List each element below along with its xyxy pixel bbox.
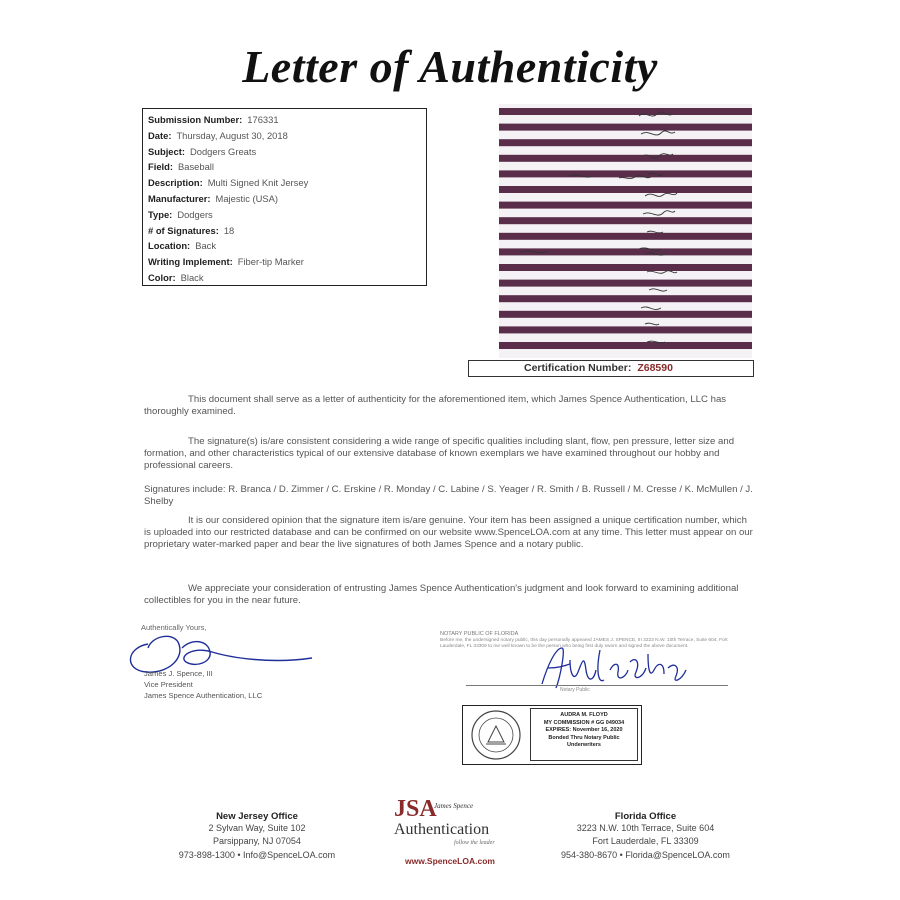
detail-label: Subject: bbox=[148, 145, 185, 157]
signer-name: James J. Spence, III bbox=[144, 669, 213, 678]
detail-label: Submission Number: bbox=[148, 114, 243, 125]
jersey-stripe bbox=[499, 217, 752, 224]
detail-value: Fiber-tip Marker bbox=[237, 256, 304, 268]
detail-row bbox=[148, 128, 422, 144]
detail-label: Description: bbox=[148, 177, 203, 189]
florida-office bbox=[553, 811, 738, 862]
closing-label: Authentically Yours, bbox=[141, 623, 207, 632]
jersey-stripes-image bbox=[499, 104, 752, 358]
detail-row bbox=[148, 191, 422, 207]
notary-seal-commission: MY COMMISSION # GG 049034 bbox=[543, 719, 625, 726]
notary-signature-label: Notary Public bbox=[560, 687, 590, 693]
notary-signature-line bbox=[466, 685, 728, 686]
nj-office-title: New Jersey Office bbox=[216, 811, 298, 822]
signer-block bbox=[144, 668, 262, 701]
jsa-website: www.SpenceLOA.com bbox=[405, 856, 495, 866]
detail-label: # of Signatures: bbox=[148, 224, 219, 236]
notary-header: NOTARY PUBLIC OF FLORIDA bbox=[440, 631, 519, 637]
nj-office-address-2: Parsippany, NJ 07054 bbox=[213, 836, 301, 847]
jsa-logo bbox=[392, 792, 512, 862]
signer-company: James Spence Authentication, LLC bbox=[144, 691, 263, 700]
detail-value: Back bbox=[195, 240, 217, 252]
jersey-stripe bbox=[499, 326, 752, 333]
certification-number-box bbox=[468, 360, 754, 377]
jersey-stripe bbox=[499, 264, 752, 271]
detail-row bbox=[148, 112, 422, 128]
jsa-logo-tagline: follow the leader bbox=[454, 840, 495, 846]
detail-value: Baseball bbox=[178, 161, 214, 173]
certification-label: Certification Number: bbox=[524, 362, 632, 374]
detail-value: Dodgers bbox=[177, 208, 213, 220]
detail-value: 176331 bbox=[247, 114, 279, 125]
jsa-logo-word: Authentication bbox=[394, 821, 490, 838]
detail-value: Thursday, August 30, 2018 bbox=[176, 129, 288, 141]
fl-office-address-2: Fort Lauderdale, FL 33309 bbox=[592, 836, 699, 847]
nj-office-contact: 973-898-1300 • Info@SpenceLOA.com bbox=[178, 849, 336, 860]
detail-label: Color: bbox=[148, 271, 176, 283]
detail-label: Field: bbox=[148, 161, 173, 173]
jersey-stripe bbox=[499, 170, 752, 177]
detail-label: Manufacturer: bbox=[148, 192, 211, 204]
paragraph-appreciation: We appreciate your consideration of entrusting James Spence Authentication's judgment and look forward to examining additional collectibles for you in the near future. bbox=[144, 583, 739, 607]
detail-row bbox=[148, 207, 422, 223]
detail-row bbox=[148, 159, 422, 175]
jersey-stripe bbox=[499, 280, 752, 287]
jsa-logo-mark: JSA bbox=[394, 796, 437, 822]
detail-row bbox=[148, 175, 422, 191]
jersey-stripe bbox=[499, 202, 752, 209]
certification-number: Z68590 bbox=[637, 362, 673, 374]
notary-seal-emblem bbox=[466, 708, 526, 762]
jersey-stripe bbox=[499, 342, 752, 349]
notary-statement: Before me, the undersigned notary public, this day personally appeared JAMES J. SPENCE, III 3223 N.W. 10th Terrace, Suite 604, Fort Lauderdale, FL 33309 to me well known to be the person who being first duly sworn and signed the above document. bbox=[440, 638, 728, 649]
jersey-stripe bbox=[499, 186, 752, 193]
detail-value: Multi Signed Knit Jersey bbox=[207, 177, 309, 189]
notary-signature bbox=[530, 640, 700, 698]
new-jersey-office bbox=[172, 811, 342, 862]
detail-row bbox=[148, 270, 422, 286]
jersey-stripe bbox=[499, 295, 752, 302]
jersey-stripe bbox=[499, 311, 752, 318]
jersey-photo bbox=[499, 104, 752, 358]
detail-label: Writing Implement: bbox=[148, 256, 233, 268]
fl-office-title: Florida Office bbox=[614, 811, 677, 822]
jersey-stripe bbox=[499, 155, 752, 162]
detail-row bbox=[148, 254, 422, 270]
jersey-stripe bbox=[499, 124, 752, 131]
jsa-logo-small: James Spence bbox=[434, 802, 474, 810]
item-details-box bbox=[142, 108, 427, 286]
detail-value: Dodgers Greats bbox=[189, 145, 257, 157]
paragraph-opinion: It is our considered opinion that the signature item is/are genuine. Your item has been assigned a unique certification number, which is uploaded into our restricted database and can be confirmed on our website www.SpenceLOA.com at any time. This letter must appear on our proprietary water-marked paper and bear the live signatures of both James Spence and a notary public. bbox=[144, 515, 753, 551]
detail-label: Type: bbox=[148, 208, 173, 220]
notary-seal-name: AUDRA M. FLOYD bbox=[560, 712, 608, 718]
detail-label: Date: bbox=[148, 129, 172, 141]
detail-value: Black bbox=[180, 271, 204, 283]
paragraph-intro: This document shall serve as a letter of authenticity for the aforementioned item, which James Spence Authentication, LLC has thoroughly examined. bbox=[144, 394, 727, 418]
detail-row bbox=[148, 223, 422, 239]
notary-seal-expires: EXPIRES: November 16, 2020 bbox=[545, 727, 623, 733]
detail-row bbox=[148, 144, 422, 160]
notary-seal-bonded: Bonded Thru Notary Public Underwriters bbox=[548, 734, 620, 748]
detail-value: Majestic (USA) bbox=[215, 192, 279, 204]
paragraph-consistency: The signature(s) is/are consistent considering a wide range of specific qualities including slant, flow, pen pressure, letter size and formation, and other characteristics typical of our extensive database of known exemplars we have examined throughout our hobby and professional careers. bbox=[144, 436, 735, 472]
jersey-stripe bbox=[499, 108, 752, 115]
fl-office-address-1: 3223 N.W. 10th Terrace, Suite 604 bbox=[576, 823, 715, 833]
detail-row bbox=[148, 238, 422, 254]
fl-office-contact: 954-380-8670 • Florida@SpenceLOA.com bbox=[561, 849, 730, 860]
signer-role: Vice President bbox=[144, 680, 193, 689]
detail-value: 18 bbox=[223, 224, 235, 236]
paragraph-signatures: Signatures include: R. Branca / D. Zimmer / C. Erskine / R. Monday / C. Labine / S. Yeager / R. Smith / B. Russell / M. Cresse / K. McMullen / J. Shelby bbox=[144, 484, 753, 508]
jersey-stripe bbox=[499, 233, 752, 240]
jersey-stripe bbox=[499, 139, 752, 146]
detail-label: Location: bbox=[148, 240, 191, 252]
notary-seal-text bbox=[530, 708, 638, 761]
page-title: Letter of Authenticity bbox=[242, 41, 658, 92]
nj-office-address-1: 2 Sylvan Way, Suite 102 bbox=[208, 823, 306, 833]
